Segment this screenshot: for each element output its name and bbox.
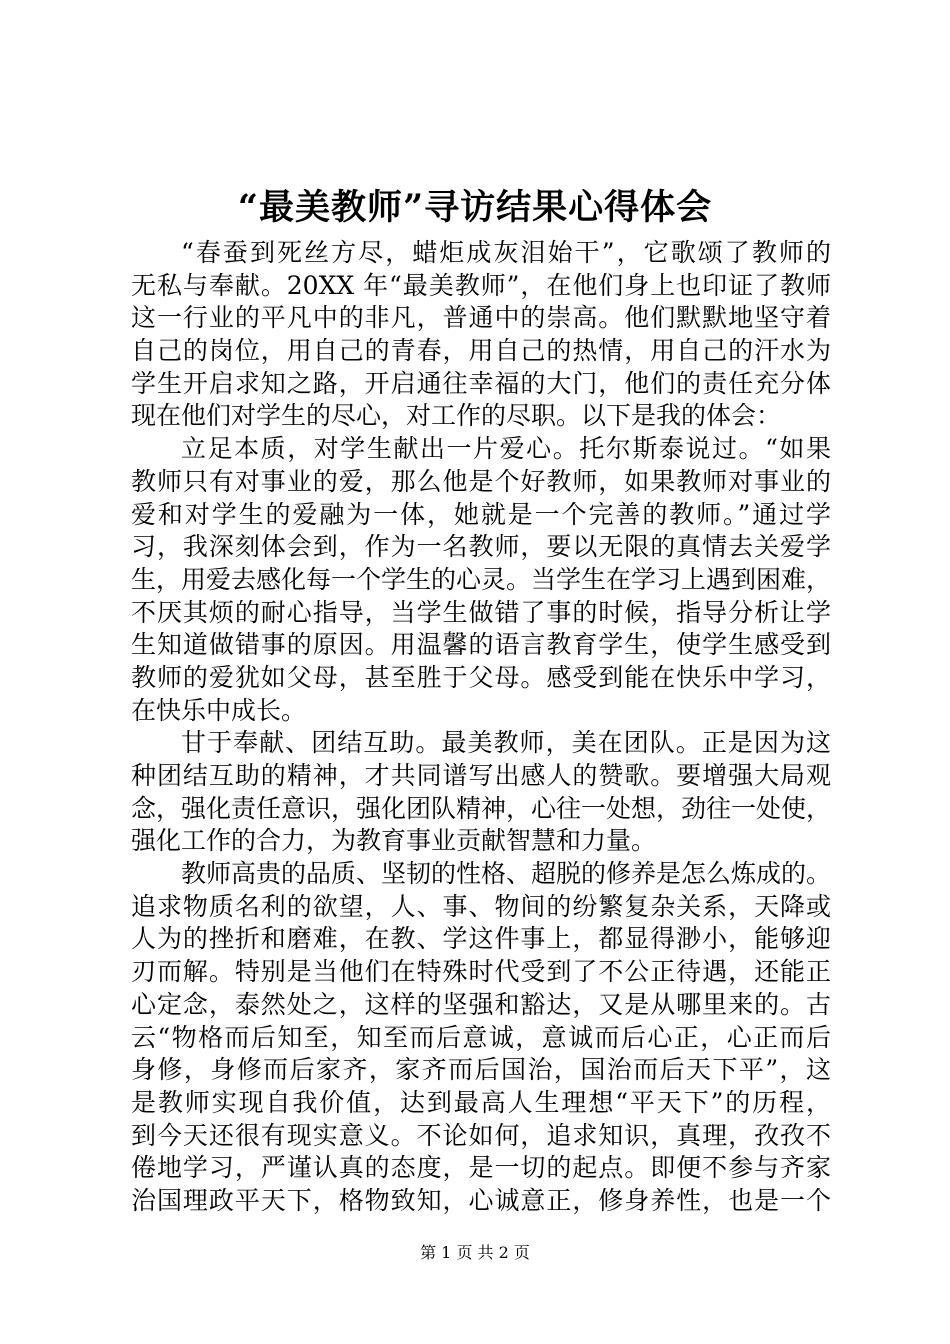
text-line: 云“物格而后知至，知至而后意诚，意诚而后心正，心正而后 — [131, 1022, 831, 1052]
text-line: 立足本质，对学生献出一片爱心。托尔斯泰说过。“如果 — [181, 434, 831, 464]
text-line: “春蚕到死丝方尽，蜡炬成灰泪始干”，它歌颂了教师的 — [181, 238, 831, 267]
text-line: 教师的爱犹如父母，甚至胜于父母。感受到能在快乐中学习， — [131, 662, 831, 692]
text-line: 强化工作的合力，为教育事业贡献智慧和力量。 — [131, 826, 657, 856]
text-line: 治国理政平天下，格物致知，心诚意正，修身养性，也是一个 — [131, 1185, 831, 1215]
text-line: 生，用爱去感化每一个学生的心灵。当学生在学习上遇到困难， — [131, 564, 832, 594]
text-line: 习，我深刻体会到，作为一名教师，要以无限的真情去关爱学 — [131, 532, 831, 562]
text-line: 生知道做错事的原因。用温馨的语言教育学生，使学生感受到 — [131, 630, 831, 660]
text-line: 学生开启求知之路，开启通往幸福的大门，他们的责任充分体 — [131, 368, 831, 398]
text-line: 追求物质名利的欲望，人、事、物间的纷繁复杂关系，天降或 — [131, 891, 831, 921]
page-footer: 第 1 页 共 2 页 — [420, 1243, 530, 1262]
text-line: 在快乐中成长。 — [131, 695, 307, 725]
text-line: 刃而解。特别是当他们在特殊时代受到了不公正待遇，还能正 — [131, 957, 831, 987]
text-line: 不厌其烦的耐心指导，当学生做错了事的时候，指导分析让学 — [131, 597, 831, 627]
text-line: 这一行业的平凡中的非凡，普通中的崇高。他们默默地坚守着 — [131, 303, 831, 333]
text-line: 无私与奉献。20XX 年“最美教师”，在他们身上也印证了教师 — [131, 270, 831, 300]
text-line: 念，强化责任意识，强化团队精神，心往一处想，劲往一处使， — [131, 793, 832, 823]
text-line: 是教师实现自我价值，达到最高人生理想“平天下”的历程， — [131, 1087, 831, 1117]
text-line: 倦地学习，严谨认真的态度，是一切的起点。即便不参与齐家 — [131, 1153, 831, 1183]
document-body — [131, 237, 831, 1218]
text-line: 人为的挫折和磨难，在教、学这件事上，都显得渺小，能够迎 — [131, 924, 831, 954]
text-line: 种团结互助的精神，才共同谱写出感人的赞歌。要增强大局观 — [131, 761, 831, 790]
text-line: 身修，身修而后家齐，家齐而后国治，国治而后天下平”，这 — [131, 1055, 831, 1085]
document-title: “最美教师”寻访结果心得体会 — [237, 187, 713, 228]
text-line: 到今天还很有现实意义。不论如何，追求知识，真理，孜孜不 — [131, 1120, 831, 1150]
text-line: 爱和对学生的爱融为一体，她就是一个完善的教师。”通过学 — [131, 499, 831, 529]
text-line: 现在他们对学生的尽心，对工作的尽职。以下是我的体会： — [131, 401, 782, 431]
text-line: 心定念，泰然处之，这样的坚强和豁达，又是从哪里来的。古 — [131, 989, 831, 1019]
text-line: 教师只有对事业的爱，那么他是个好教师，如果教师对事业的 — [131, 466, 831, 496]
text-line: 教师高贵的品质、坚韧的性格、超脱的修养是怎么炼成的。 — [181, 859, 832, 889]
text-line: 自己的岗位，用自己的青春，用自己的热情，用自己的汗水为 — [131, 336, 831, 366]
text-line: 甘于奉献、团结互助。最美教师，美在团队。正是因为这 — [181, 728, 831, 758]
